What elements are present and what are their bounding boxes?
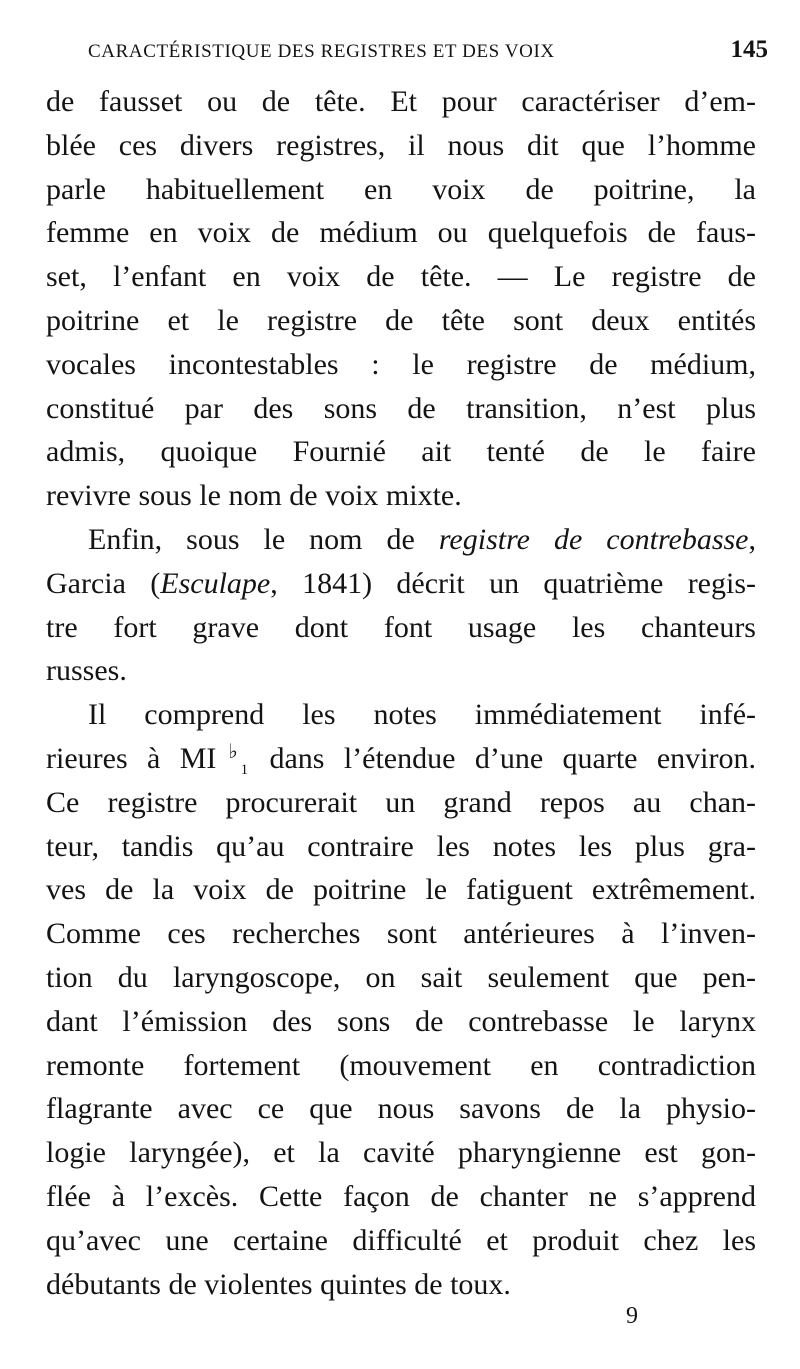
italic-term: registre de contrebasse (438, 522, 749, 556)
text-line: qu’avec une certaine difficulté et produit chez les (46, 1223, 756, 1257)
text-line: tre fort grave dont font usage les chanteurs (46, 610, 756, 644)
text-line (46, 737, 756, 781)
italic-citation: Esculape (160, 566, 271, 600)
text-line-paragraph-start (46, 518, 756, 562)
text-line: flée à l’excès. Cette façon de chanter ne s’apprend (46, 1179, 756, 1213)
text-line: Ce registre procurerait un grand repos au chan- (46, 785, 756, 819)
text-line: poitrine et le registre de tête sont deux entités (46, 303, 756, 337)
text-line: blée ces divers registres, il nous dit que l’homme (46, 128, 756, 162)
text-line: Comme ces recherches sont antérieures à l’inven- (46, 917, 756, 951)
text-line: constitué par des sons de transition, n’est plus (46, 391, 756, 425)
text-line: vocales incontestables : le registre de médium, (46, 347, 756, 381)
text-line: de fausset ou de tête. Et pour caractériser d’em- (46, 85, 756, 118)
text-line (46, 562, 756, 606)
text-line: logie laryngée), et la cavité pharyngienne est gon- (46, 1136, 756, 1170)
text-segment: , 1841) décrit un quatrième regis- (270, 566, 756, 600)
flat-sign: ♭ (216, 740, 250, 763)
text-line: débutants de violentes quintes de toux. (46, 1267, 511, 1301)
text-line: femme en voix de médium ou quelquefois de faus- (46, 216, 756, 250)
text-line: ves de la voix de poitrine le fatiguent extrêmement. (46, 873, 756, 907)
running-head (88, 36, 768, 76)
text-line: flagrante avec ce que nous savons de la physio- (46, 1092, 756, 1126)
body-text (46, 80, 756, 1306)
text-line: dant l’émission des sons de contrebasse le larynx (46, 1004, 756, 1038)
running-head-title: CARACTÉRISTIQUE DES REGISTRES ET DES VOIX (88, 41, 555, 62)
text-line: tion du laryngoscope, on sait seulement que pen- (46, 960, 756, 994)
text-line: remonte fortement (mouvement en contradiction (46, 1048, 756, 1082)
text-line: revivre sous le nom de voix mixte. (46, 479, 462, 513)
text-line-paragraph-start: Il comprend les notes immédiatement infé- (88, 698, 756, 732)
text-line: russes. (46, 654, 127, 688)
page-number: 145 (730, 36, 768, 63)
signature-mark: 9 (626, 1303, 638, 1329)
text-segment: rieures à MI (46, 741, 217, 775)
text-segment: dans l’étendue d’une quarte environ. (250, 741, 756, 775)
text-segment: , (748, 522, 756, 556)
text-segment: Garcia ( (46, 566, 161, 600)
text-line: teur, tandis qu’au contraire les notes les plus gra- (46, 829, 756, 863)
text-segment: Enfin, sous le nom de (88, 522, 439, 556)
text-line: set, l’enfant en voix de tête. — Le registre de (46, 260, 756, 294)
text-line: parle habituellement en voix de poitrine, la (46, 172, 756, 206)
octave-subscript: 1 (240, 761, 249, 778)
text-line: admis, quoique Fournié ait tenté de le faire (46, 435, 756, 469)
